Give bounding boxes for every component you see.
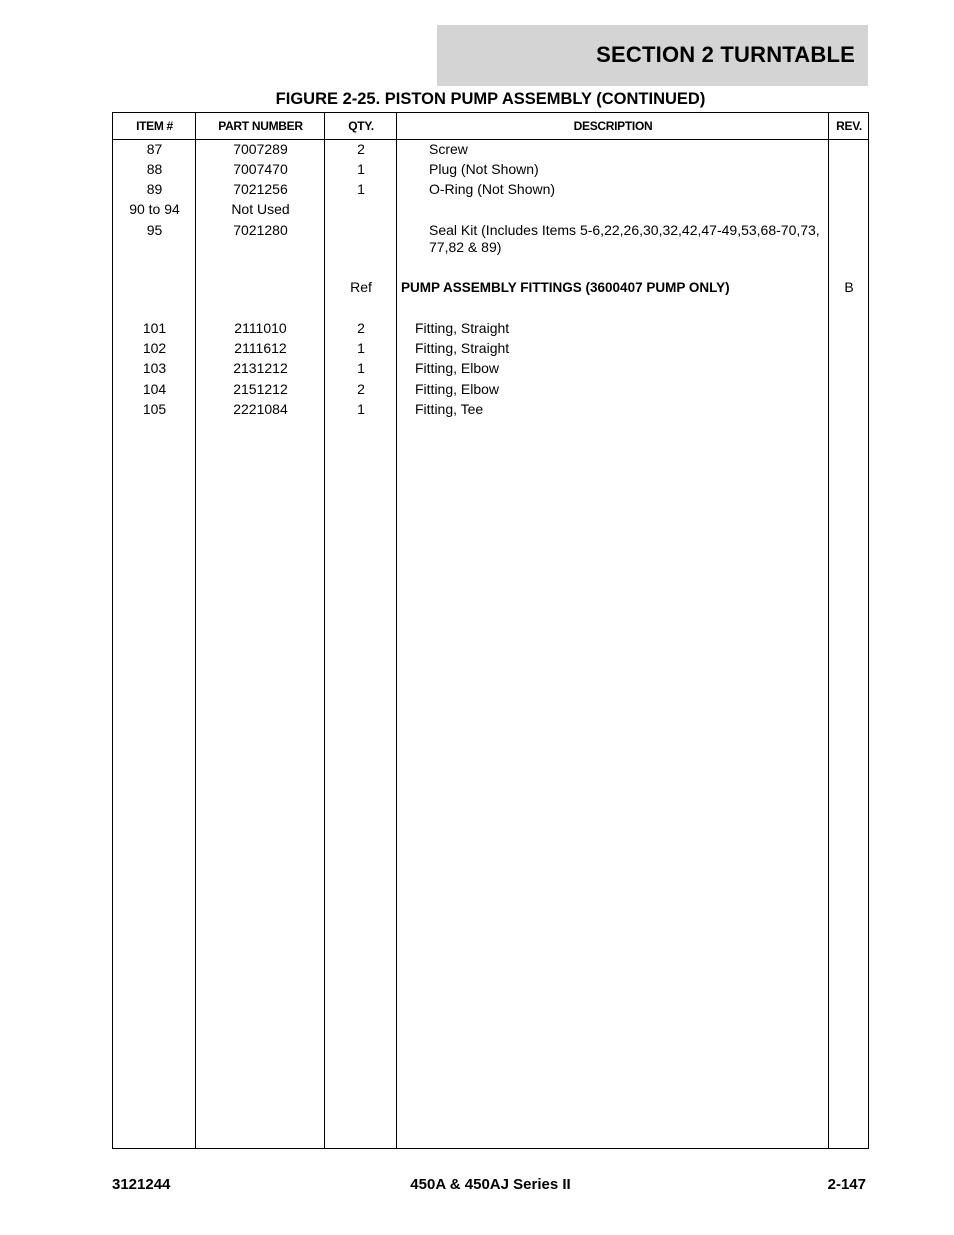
description: Plug (Not Shown) bbox=[429, 161, 539, 177]
column-header-description: DESCRIPTION bbox=[573, 119, 653, 133]
description: Fitting, Straight bbox=[415, 340, 510, 356]
part-number: 2221084 bbox=[233, 401, 288, 417]
footer-doc-number: 3121244 bbox=[112, 1176, 171, 1193]
item-number: 102 bbox=[142, 340, 167, 356]
quantity: Ref bbox=[350, 279, 372, 295]
item-number: 95 bbox=[146, 222, 163, 238]
column-divider bbox=[396, 113, 397, 1148]
column-header-rev: REV. bbox=[836, 119, 862, 133]
item-number: 101 bbox=[142, 320, 167, 336]
item-number: 105 bbox=[142, 401, 167, 417]
column-divider bbox=[324, 113, 325, 1148]
quantity: 2 bbox=[357, 320, 365, 336]
quantity: 1 bbox=[357, 181, 365, 197]
parts-table bbox=[112, 112, 869, 1149]
revision: B bbox=[844, 279, 854, 295]
column-header-part-number: PART NUMBER bbox=[218, 119, 303, 133]
description: O-Ring (Not Shown) bbox=[429, 181, 556, 197]
item-number: 103 bbox=[142, 360, 167, 376]
part-number: Not Used bbox=[231, 201, 290, 217]
column-header-qty: QTY. bbox=[348, 119, 374, 133]
description: Fitting, Straight bbox=[415, 320, 510, 336]
part-number: 2111612 bbox=[234, 340, 287, 356]
footer-model: 450A & 450AJ Series II bbox=[410, 1176, 571, 1193]
quantity: 1 bbox=[357, 401, 365, 417]
column-header-item: ITEM # bbox=[136, 119, 173, 133]
item-number: 88 bbox=[146, 161, 163, 177]
part-number: 7021256 bbox=[233, 181, 288, 197]
quantity: 1 bbox=[357, 360, 365, 376]
item-number: 89 bbox=[146, 181, 163, 197]
column-divider bbox=[828, 113, 829, 1148]
assembly-title: PUMP ASSEMBLY FITTINGS (3600407 PUMP ONLY) bbox=[401, 280, 730, 295]
part-number: 2131212 bbox=[233, 360, 288, 376]
item-number: 104 bbox=[142, 381, 167, 397]
part-number: 7021280 bbox=[233, 222, 288, 238]
description: Screw bbox=[429, 141, 468, 157]
item-number: 87 bbox=[146, 141, 163, 157]
header-divider bbox=[113, 139, 868, 140]
part-number: 7007470 bbox=[233, 161, 288, 177]
description: Fitting, Tee bbox=[415, 401, 484, 417]
part-number: 2151212 bbox=[233, 381, 288, 397]
footer-page-number: 2-147 bbox=[827, 1176, 866, 1193]
part-number: 2111010 bbox=[234, 320, 287, 336]
quantity: 2 bbox=[357, 381, 365, 397]
column-divider bbox=[195, 113, 196, 1148]
quantity: 1 bbox=[357, 340, 365, 356]
quantity: 2 bbox=[357, 141, 365, 157]
section-title: SECTION 2 TURNTABLE bbox=[596, 42, 855, 67]
quantity: 1 bbox=[357, 161, 365, 177]
description: Fitting, Elbow bbox=[415, 381, 500, 397]
description: Seal Kit (Includes Items 5-6,22,26,30,32,42,47-49,53,68-70,73, 77,82 & 89) bbox=[429, 222, 820, 255]
figure-title: FIGURE 2-25. PISTON PUMP ASSEMBLY (CONTINUED) bbox=[275, 90, 706, 108]
section-header-box bbox=[437, 25, 868, 86]
part-number: 7007289 bbox=[233, 141, 288, 157]
description: Fitting, Elbow bbox=[415, 360, 500, 376]
item-number: 90 to 94 bbox=[129, 201, 180, 217]
